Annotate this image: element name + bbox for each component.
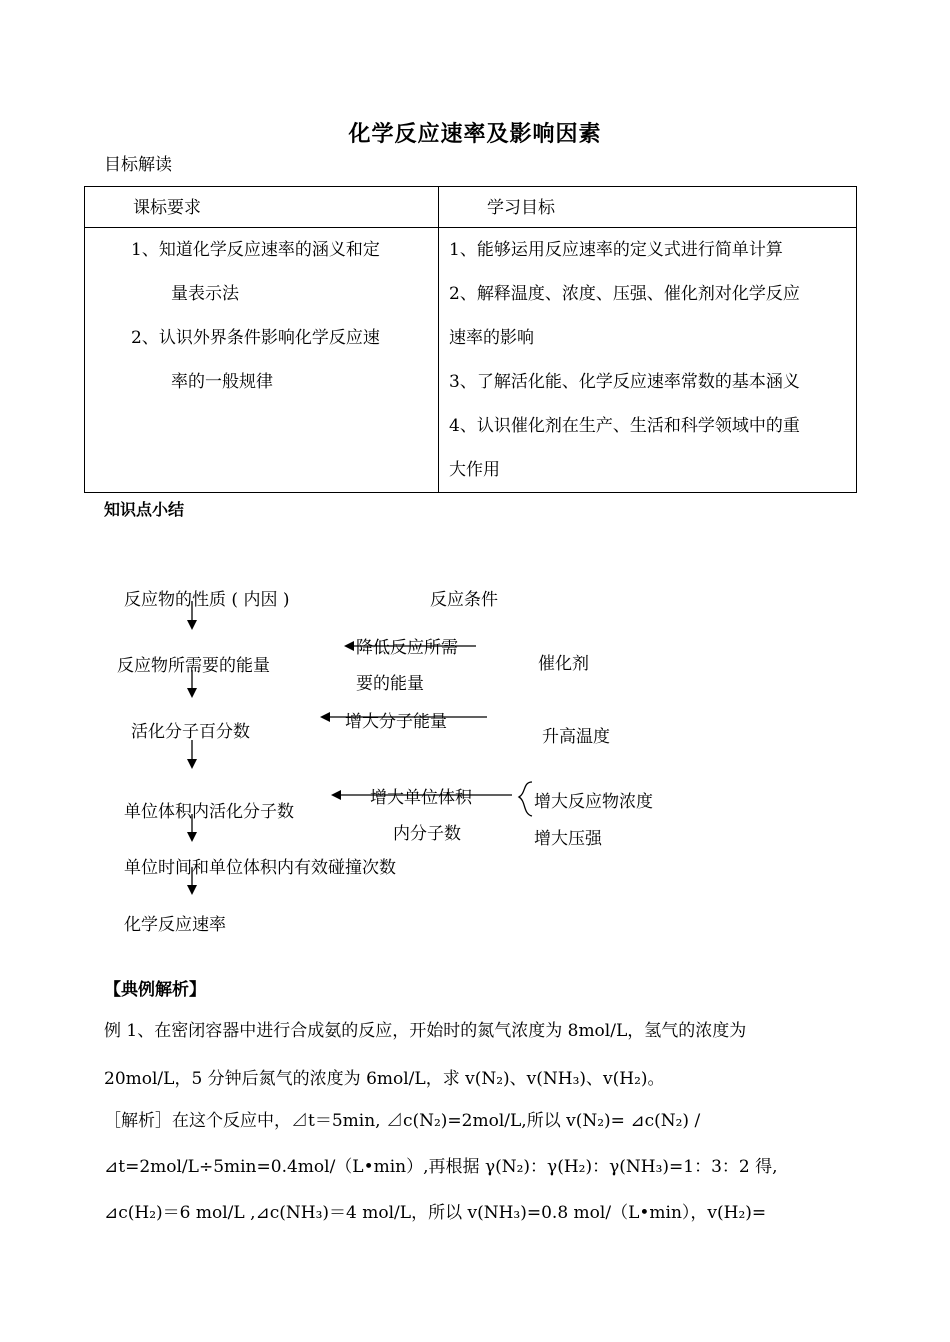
brace — [519, 782, 532, 816]
example-line: 20mol/L，5 分钟后氮气的浓度为 6mol/L，求 v(N₂)、v(NH₃)、v(H₂)。 — [104, 1069, 665, 1089]
example-heading: 【典例解析】 — [104, 980, 206, 1000]
middle-label-lower-energy: 降低反应所需 — [356, 638, 458, 658]
example-line: ⊿t=2mol/L÷5min=0.4mol/（L•min）,再根据 γ(N₂)：γ(H₂)：γ(NH₃)=1：3：2 得, — [104, 1157, 778, 1177]
left-node-energy: 反应物所需要的能量 — [117, 656, 270, 676]
requirement-line: 率的一般规律 — [171, 372, 273, 392]
right-node-temperature: 升高温度 — [542, 727, 610, 747]
col1-header: 课标要求 — [133, 198, 201, 218]
middle-label-increase-energy: 增大分子能量 — [345, 712, 447, 732]
example-line: 例 1、在密闭容器中进行合成氨的反应，开始时的氮气浓度为 8mol/L，氢气的浓度为 — [104, 1021, 747, 1041]
right-node-concentration: 增大反应物浓度 — [534, 792, 653, 812]
left-node-activated-count: 单位体积内活化分子数 — [124, 802, 294, 822]
conditions-header: 反应条件 — [430, 590, 498, 610]
requirement-line: 量表示法 — [171, 284, 239, 304]
section-goal-label: 目标解读 — [104, 155, 172, 175]
objective-line: 1、能够运用反应速率的定义式进行简单计算 — [449, 240, 783, 260]
left-node-nature: 反应物的性质 ( 内因 ) — [124, 590, 290, 610]
objective-line: 2、解释温度、浓度、压强、催化剂对化学反应 — [449, 284, 800, 304]
right-node-catalyst: 催化剂 — [538, 654, 589, 674]
objective-line: 大作用 — [449, 460, 500, 480]
requirement-line: 2、认识外界条件影响化学反应速 — [131, 328, 380, 348]
section-summary-label: 知识点小结 — [104, 500, 185, 519]
page-title: 化学反应速率及影响因素 — [348, 121, 602, 147]
middle-label-lower-energy-2: 要的能量 — [356, 674, 424, 694]
middle-label-increase-count-2: 内分子数 — [393, 824, 461, 844]
example-line: ［解析］在这个反应中，⊿t＝5min, ⊿c(N₂)=2mol/L,所以 v(N₂)= ⊿c(N₂) / — [104, 1111, 701, 1131]
example-line: ⊿c(H₂)＝6 mol/L ,⊿c(NH₃)＝4 mol/L，所以 v(NH₃)=0.8 mol/（L•min），v(H₂)= — [104, 1203, 767, 1223]
requirement-line: 1、知道化学反应速率的涵义和定 — [131, 240, 380, 260]
objective-line: 4、认识催化剂在生产、生活和科学领域中的重 — [449, 416, 800, 436]
left-node-rate: 化学反应速率 — [124, 915, 226, 935]
left-node-activated-percent: 活化分子百分数 — [131, 722, 250, 742]
right-node-pressure: 增大压强 — [534, 829, 602, 849]
objective-line: 速率的影响 — [449, 328, 534, 348]
left-node-collisions: 单位时间和单位体积内有效碰撞次数 — [124, 858, 396, 878]
col2-header: 学习目标 — [487, 198, 555, 218]
objective-line: 3、了解活化能、化学反应速率常数的基本涵义 — [449, 372, 800, 392]
middle-label-increase-count: 增大单位体积 — [370, 788, 472, 808]
